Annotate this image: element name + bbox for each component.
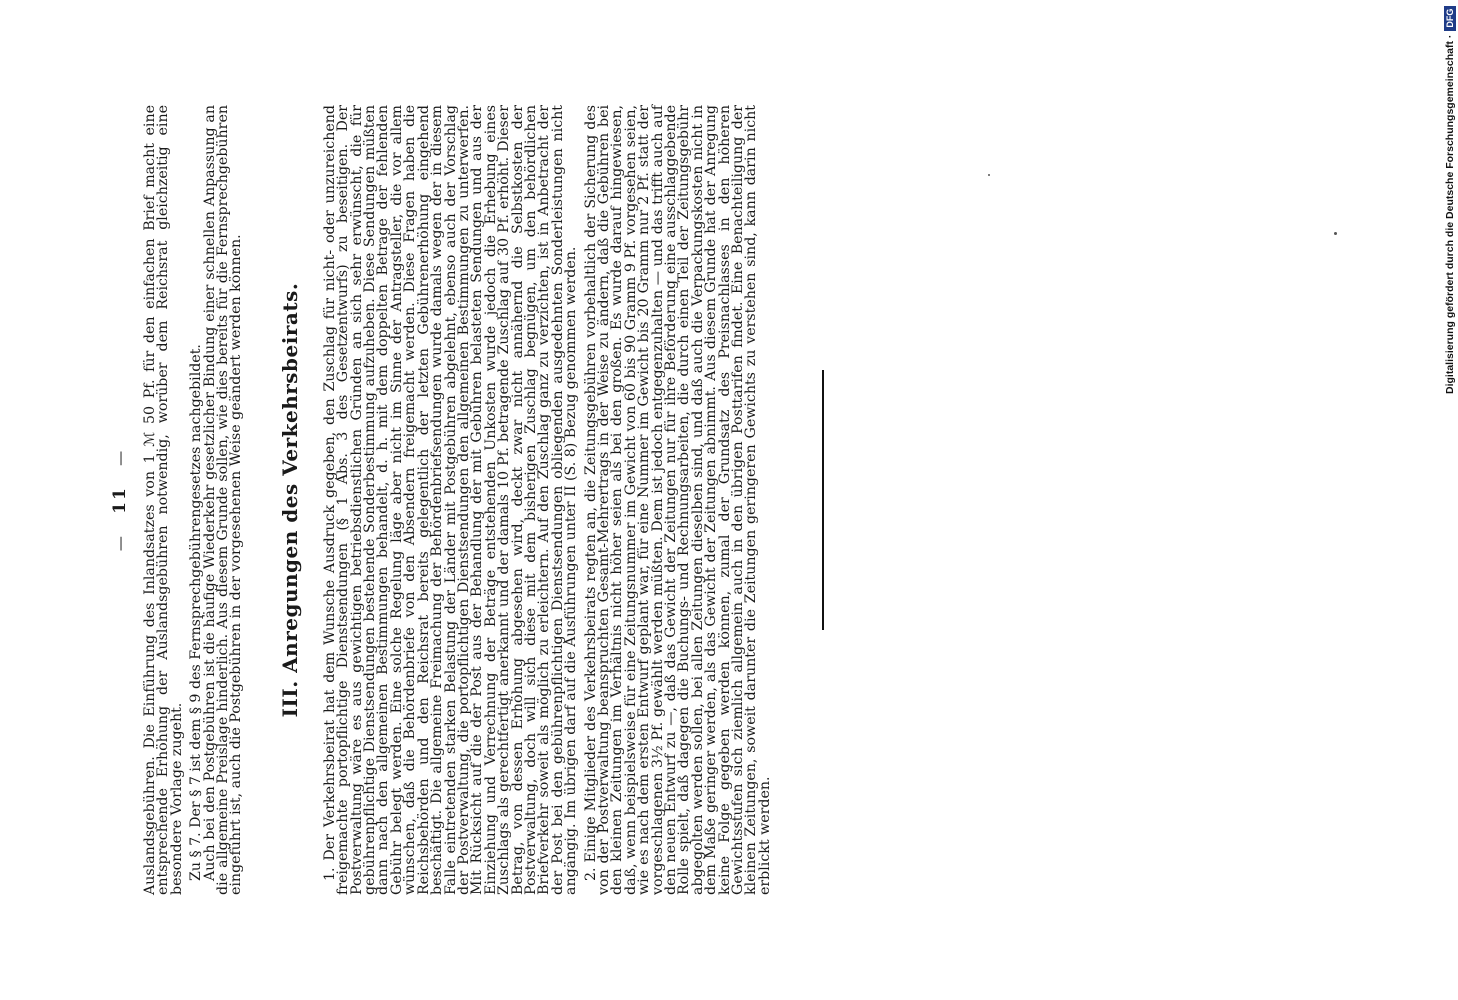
paragraph-section-7: Zu § 7. Der § 7 ist dem § 9 des Fernsprechgebührengesetzes nachgebildet. — [188, 344, 205, 881]
credit-text: Digitalisierung gefördert durch die Deutsche Forschungsgemeinschaft · — [1444, 34, 1456, 394]
section-heading: III. Anregungen des Verkehrsbeirats. — [277, 282, 302, 718]
paragraph-suggestion-1: 1. Der Verkehrsbeirat hat dem Wunsche Ausdruck gegeben, den Zuschlag für nicht- oder unzureichend freigemachte portopflichtige Dienstsendungen (§ 1 Abs. 3 des Gesetzentwurfs) zu beseitigen. Der Postverwaltung wäre es aus gewichtigen betriebsdienstlichen Gründen an sich sehr erwünscht, die für gebührenpflichtige Dienstsendungen bestehende Sonderbestimmung aufzuheben. Diese Sendungen müßten dann nach den allgemeinen Bestimmungen behandelt, d. h. mit dem doppelten Betrage der fehlenden Gebühr belegt werden. Eine solche Regelung läge aber nicht im Sinne der Antragsteller, die vor allem wünschen, daß die Behördenbriefe von den Absendern freigemacht werden. Diese Fragen haben die Reichsbehörden und den Reichsrat bereits gelegentlich der letzten Gebührenerhöhung eingehend beschäftigt. Die allgemeine Freimachung der Behördenbriefsendungen wurde damals wegen der in diesem Falle eintretenden starken Belastung der Länder mit Postgebühren abgelehnt, ebenso auch der Vorschlag der Postverwaltung, die portopflichtigen Dienstsendungen den allgemeinen Bestimmungen zu unterwerfen. Mit Rücksicht auf die der Post aus der Behandlung der mit Gebühren belasteten Sendungen und aus der Einziehung und Verrechnung der Beträge entstehenden Unkosten wurde jedoch die Erhebung eines Zuschlags als gerechtfertigt anerkannt und der damals 10 Pf. betragende Zuschlag auf 30 Pf. erhöht. Dieser Betrag, von dessen Erhöhung abgesehen wird, deckt zwar nicht annähernd die Selbstkosten der Postverwaltung, doch will sich diese mit dem bisherigen Zuschlag begnügen, um den behördlichen Briefverkehr soweit als möglich zu erleichtern. Auf den Zuschlag ganz zu verzichten, ist in Anbetracht der der Post bei den gebührenpflichtigen Dienstsendungen obliegenden ausgedehnten Sonderleistungen nicht angängig. Im übrigen darf auf die Ausführungen unter II (S. 8) Bezug genommen werden. — [321, 105, 580, 895]
scan-speck — [988, 174, 990, 176]
page-number-dash-right: — — [111, 448, 129, 466]
end-rule — [822, 370, 824, 630]
page-number-value: 11 — [110, 486, 130, 514]
page-content — [110, 105, 824, 895]
page-number — [110, 105, 130, 895]
digitization-credit — [1442, 8, 1458, 394]
paragraph-auslandsgebuehren: Auslandsgebühren. Die Einführung des Inlandsatzes von 1 ℳ 50 Pf. für den einfachen Brief macht eine entsprechende Erhöhung der Auslandsgebühren notwendig, worüber dem Reichsrat gleichzeitig eine besondere Vorlage zugeht. — [142, 105, 185, 895]
page-number-dash-left: — — [111, 534, 129, 552]
paragraph-suggestion-2: 2. Einige Mitglieder des Verkehrsbeirats regten an, die Zeitungsgebühren vorbehaltlich der Sicherung des von der Postverwaltung beanspruchten Gesamt-Mehrertrags in der Weise zu ändern, daß die Gebühren bei den kleinen Zeitungen im Verhältnis nicht höher seien als bei den großen. Es wurde darauf hingewiesen, daß, wenn beispielsweise für eine Zeitungsnummer im Gewicht von 60 bis 90 Gramm 9 Pf. vorgesehen seien, wie es nach dem ersten Entwurf geplant war, für eine Nummer im Gewicht bis 20 Gramm nur 2 Pf. statt der vorgeschlagenen 3½ Pf. gewählt werden müßten. Dem ist jedoch entgegenzuhalten — und das trifft auch auf den neuen Entwurf zu —, daß das Gewicht der Zeitungen nur für ihre Beförderung eine ausschlaggebende Rolle spielt, daß dagegen die Buchungs- und Rechnungsarbeiten, die durch einen Teil der Zeitungsgebühr abgegolten werden sollen, bei allen Zeitungen dieselben sind, und daß auch die Verpackungskosten nicht in dem Maße geringer werden, als das Gewicht der Zeitungen abnimmt. Aus diesem Grunde hat der Anregung keine Folge gegeben werden können, zumal der Grundsatz des Preisnachlasses in den höheren Gewichtsstufen sich ziemlich allgemein auch in den übrigen Posttarifen findet. Eine Benachteiligung der kleinen Zeitungen, soweit darunter die Zeitungen geringeren Gewichts zu verstehen sind, kann darin nicht erblickt werden. — [582, 105, 773, 895]
scan-speck — [1334, 232, 1337, 235]
dfg-logo: DFG — [1444, 6, 1456, 31]
paragraph-section-7-detail: Auch bei den Postgebühren ist die häufige Wiederkehr gesetzlicher Bindung einer schnellen Anpassung an die allgemeine Preislage hinderlich. Aus diesem Grunde sollen, wie dies bereits für die Fernsprechgebühren eingeführt ist, auch die Postgebühren in der vorgesehenen Weise geändert werden können. — [201, 105, 245, 895]
scanned-page — [80, 50, 980, 950]
